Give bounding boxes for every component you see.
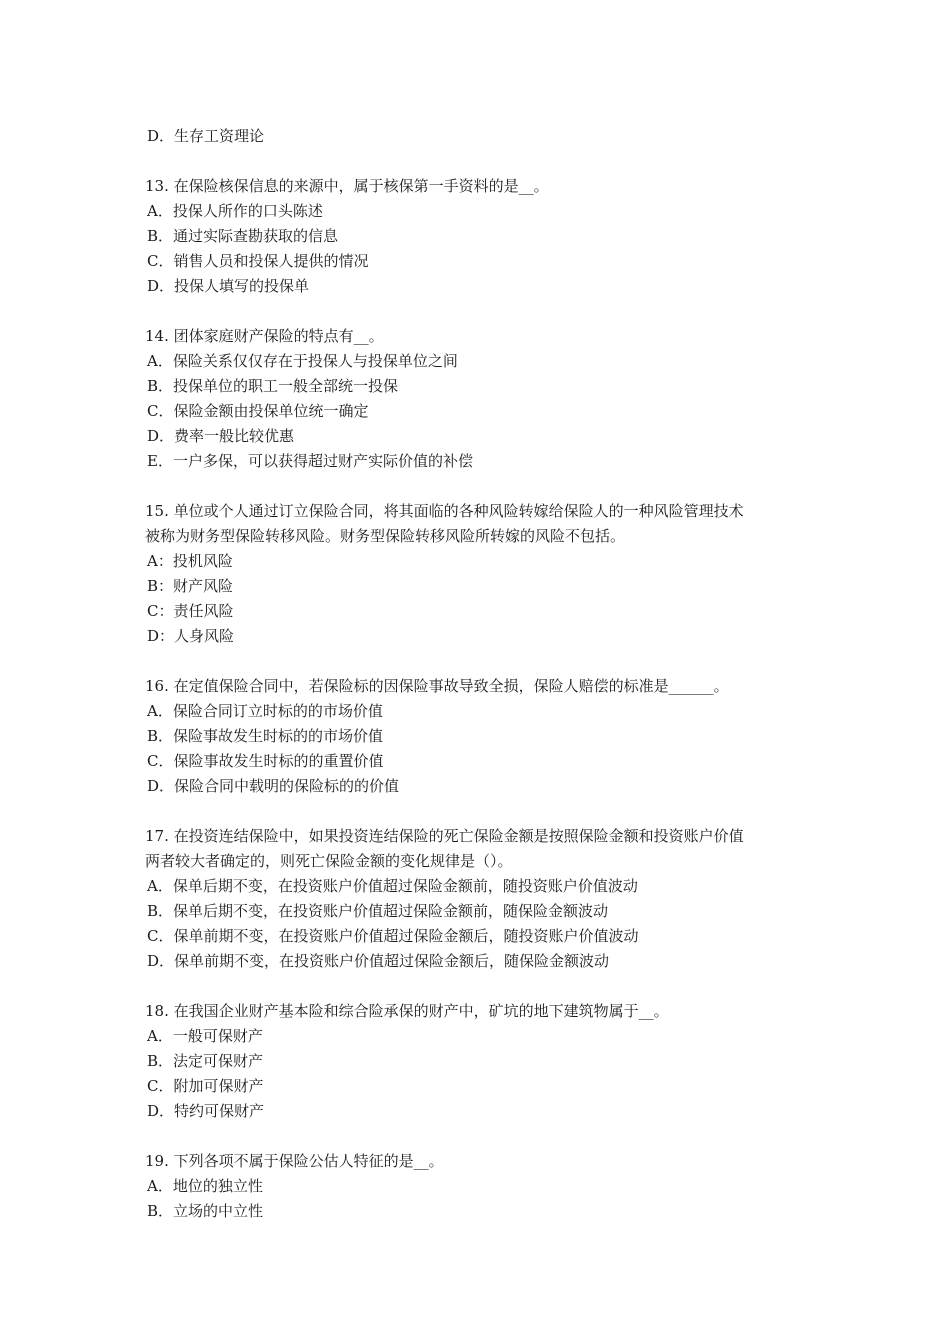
option-b: B．立场的中立性 xyxy=(147,1202,264,1220)
question-stem: 19. 下列各项不属于保险公估人特征的是__。 xyxy=(145,1152,444,1170)
question-stem: 14. 团体家庭财产保险的特点有__。 xyxy=(145,327,384,345)
question-stem-line-1: 17. 在投资连结保险中，如果投资连结保险的死亡保险金额是按照保险金额和投资账户价值 xyxy=(145,827,744,845)
option-c: C：责任风险 xyxy=(147,602,234,620)
option-b: B：财产风险 xyxy=(147,577,234,595)
option-c: C．保险金额由投保单位统一确定 xyxy=(147,402,369,420)
option-a: A．保险关系仅仅存在于投保人与投保单位之间 xyxy=(147,352,458,370)
option-c: C．保险事故发生时标的的重置价值 xyxy=(147,752,384,770)
question-stem: 16. 在定值保险合同中，若保险标的因保险事故导致全损，保险人赔偿的标准是______。 xyxy=(145,677,729,695)
option-b: B．法定可保财产 xyxy=(147,1052,264,1070)
option-a: A．地位的独立性 xyxy=(147,1177,263,1195)
option-c: C．附加可保财产 xyxy=(147,1077,264,1095)
option-d: D：人身风险 xyxy=(147,627,235,645)
option-b: B．投保单位的职工一般全部统一投保 xyxy=(147,377,399,395)
question-stem-line-2: 两者较大者确定的，则死亡保险金额的变化规律是（）。 xyxy=(145,852,513,870)
option-a: A：投机风险 xyxy=(147,552,233,570)
option-d-previous: D．生存工资理论 xyxy=(147,127,265,145)
option-d: D．保单前期不变，在投资账户价值超过保险金额后，随保险金额波动 xyxy=(147,952,610,970)
option-e: E．一户多保，可以获得超过财产实际价值的补偿 xyxy=(147,452,473,470)
question-stem: 18. 在我国企业财产基本险和综合险承保的财产中，矿坑的地下建筑物属于__。 xyxy=(145,1002,669,1020)
question-stem-line-1: 15. 单位或个人通过订立保险合同，将其面临的各种风险转嫁给保险人的一种风险管理技术 xyxy=(145,502,744,520)
option-b: B．保险事故发生时标的的市场价值 xyxy=(147,727,384,745)
question-stem: 13. 在保险核保信息的来源中，属于核保第一手资料的是__。 xyxy=(145,177,549,195)
question-17 xyxy=(145,824,815,974)
option-d: D．投保人填写的投保单 xyxy=(147,277,310,295)
option-a: A．投保人所作的口头陈述 xyxy=(147,202,323,220)
question-16 xyxy=(145,674,815,799)
option-b: B．通过实际查勘获取的信息 xyxy=(147,227,339,245)
option-c: C．保单前期不变，在投资账户价值超过保险金额后，随投资账户价值波动 xyxy=(147,927,639,945)
option-b: B．保单后期不变，在投资账户价值超过保险金额前，随保险金额波动 xyxy=(147,902,609,920)
option-a: A．一般可保财产 xyxy=(147,1027,263,1045)
question-18 xyxy=(145,999,815,1124)
question-14 xyxy=(145,324,815,474)
option-d: D．费率一般比较优惠 xyxy=(147,427,295,445)
question-15 xyxy=(145,499,815,649)
question-19 xyxy=(145,1149,815,1224)
question-13 xyxy=(145,174,815,299)
option-a: A．保险合同订立时标的的市场价值 xyxy=(147,702,383,720)
document-page xyxy=(145,124,815,1224)
option-c: C．销售人员和投保人提供的情况 xyxy=(147,252,369,270)
option-d: D．特约可保财产 xyxy=(147,1102,265,1120)
option-a: A．保单后期不变，在投资账户价值超过保险金额前，随投资账户价值波动 xyxy=(147,877,638,895)
question-stem-line-2: 被称为财务型保险转移风险。财务型保险转移风险所转嫁的风险不包括。 xyxy=(145,527,626,545)
option-d: D．保险合同中载明的保险标的的价值 xyxy=(147,777,400,795)
